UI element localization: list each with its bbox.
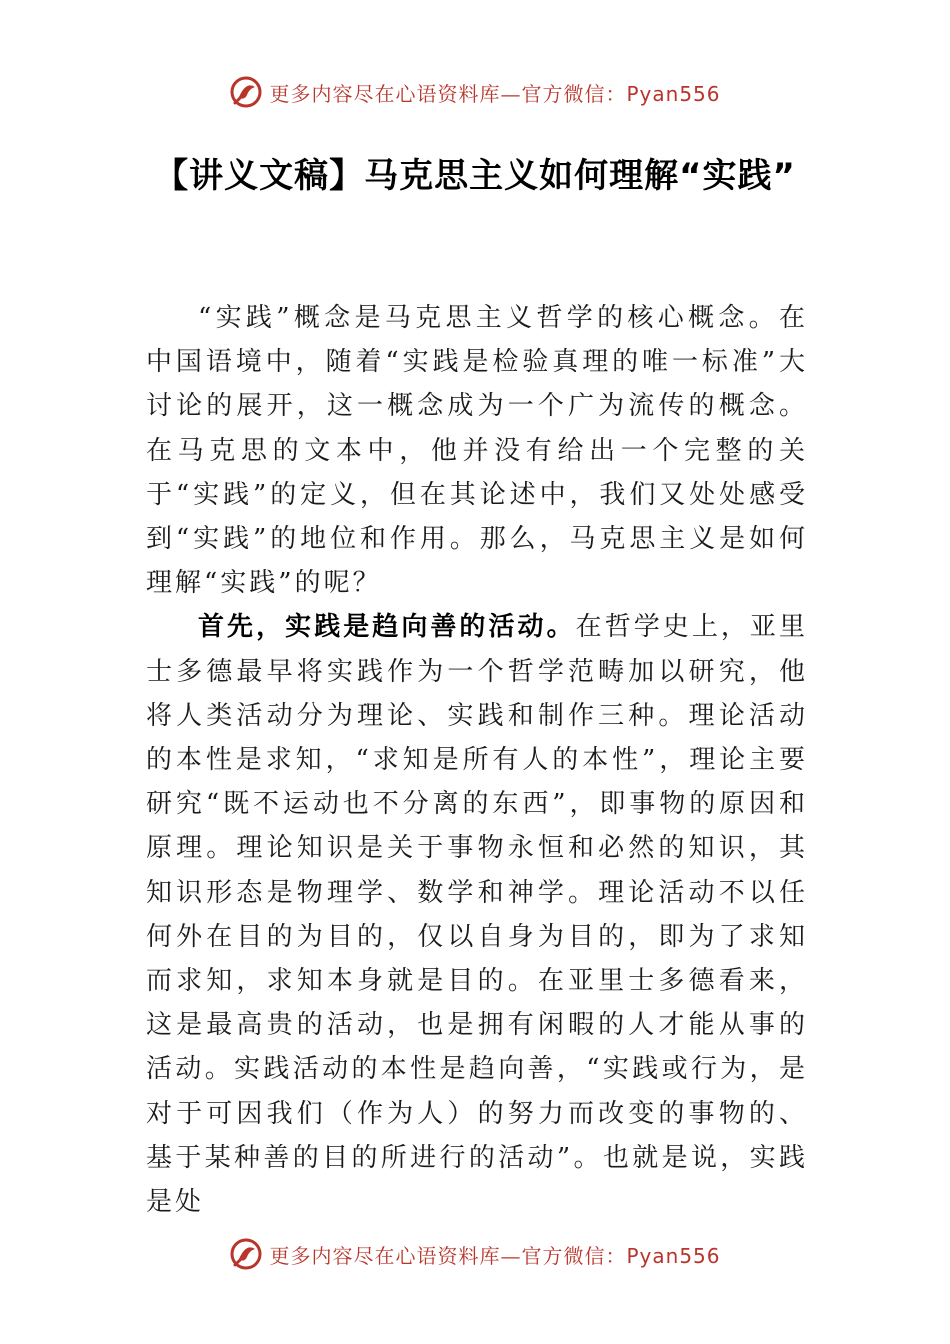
paragraph-1-text: “实践”概念是马克思主义哲学的核心概念。在中国语境中，随着“实践是检验真理的唯一标准”大讨论的展开，这一概念成为一个广为流传的概念。在马克思的文本中，他并没有给出一个完整的关于“实践”的定义，但在其论述中，我们又处处感受到“实践”的地位和作用。那么，马克思主义是如何理解“实践”的呢？ [146,303,808,599]
paragraph-2-lead: 首先，实践是趋向善的活动。 [198,612,576,643]
document-body [146,296,808,1224]
banner-text: 更多内容尽在心语资料库—官方微信：Pyan556 [269,81,721,106]
paragraph-2-text: 在哲学史上，亚里士多德最早将实践作为一个哲学范畴加以研究，他将人类活动分为理论、实践和制作三种。理论活动的本性是求知，“求知是所有人的本性”，理论主要研究“既不运动也不分离的东西”，即事物的原因和原理。理论知识是关于事物永恒和必然的知识，其知识形态是物理学、数学和神学。理论活动不以任何外在目的为目的，仅以自身为目的，即为了求知而求知，求知本身就是目的。在亚里士多德看来，这是最高贵的活动，也是拥有闲暇的人才能从事的活动。实践活动的本性是趋向善，“实践或行为，是对于可因我们（作为人）的努力而改变的事物的、基于某种善的目的所进行的活动”。也就是说，实践是处 [146,612,808,1218]
wechat-id: Pyan556 [626,81,721,106]
header-banner [0,70,950,114]
footer-banner [0,1232,950,1276]
paragraph-2 [146,605,808,1224]
logo-seal-icon [229,75,263,109]
document-title: 【讲义文稿】马克思主义如何理解“实践” [154,156,796,196]
wechat-id: Pyan556 [626,1243,721,1268]
logo-seal-icon [229,1237,263,1271]
paragraph-1 [146,296,808,605]
banner-text: 更多内容尽在心语资料库—官方微信：Pyan556 [269,1243,721,1268]
